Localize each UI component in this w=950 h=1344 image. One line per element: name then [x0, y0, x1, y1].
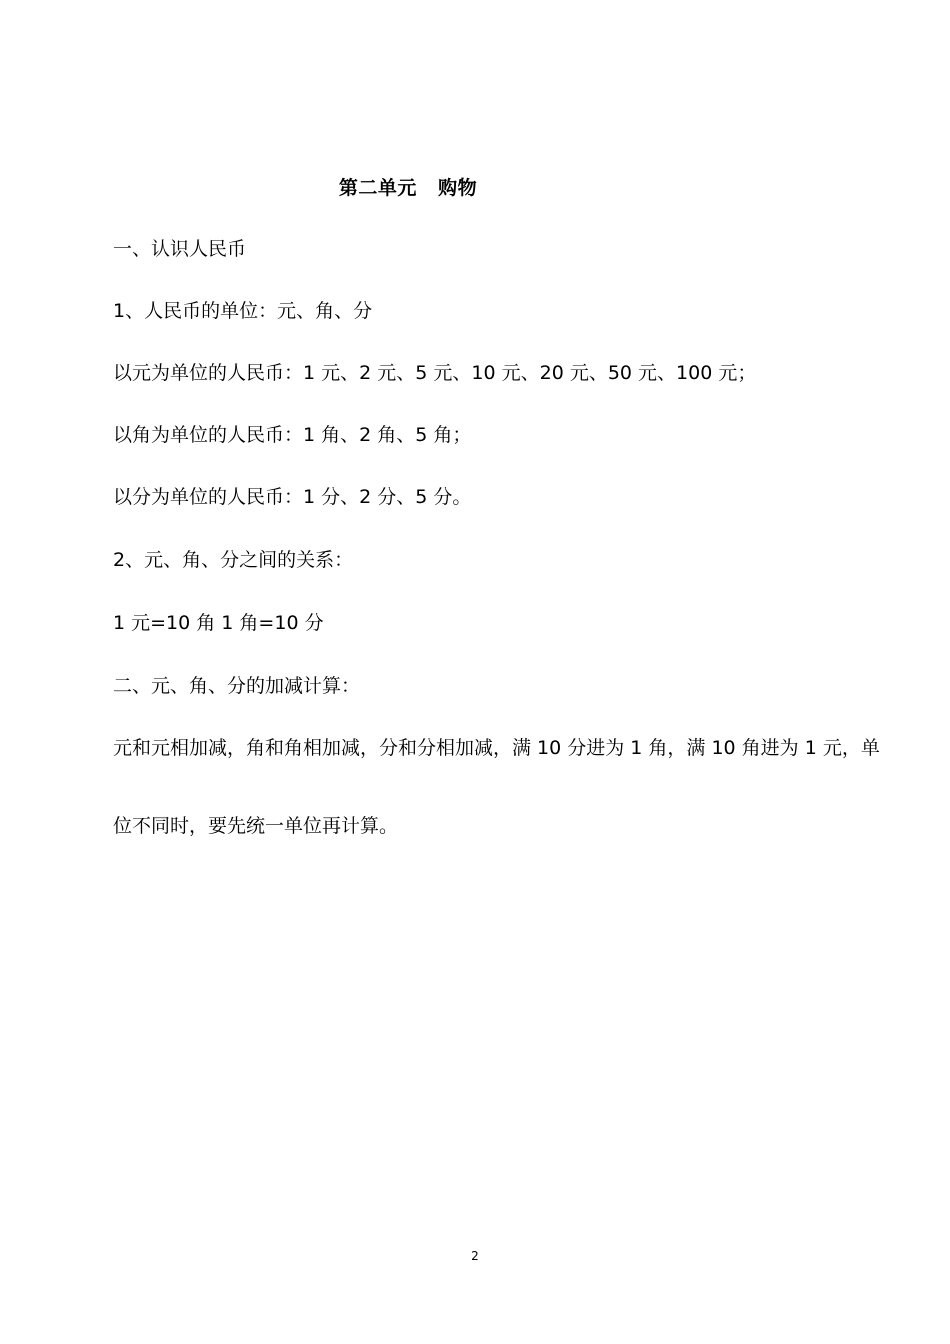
section-heading-1: 一、认识人民币: [113, 238, 247, 260]
text-calculation-rule-cont: 位不同时，要先统一单位再计算。: [113, 815, 399, 837]
text-calculation-rule: 元和元相加减，角和角相加减，分和分相加减，满 10 分进为 1 角，满 10 角进为 1 元，单: [113, 737, 880, 759]
subheading-units: 1、人民币的单位：元、角、分: [113, 300, 373, 322]
section-heading-2: 二、元、角、分的加减计算：: [113, 675, 361, 697]
text-jiao-notes: 以角为单位的人民币：1 角、2 角、5 角；: [113, 424, 472, 446]
subheading-relationship: 2、元、角、分之间的关系：: [113, 549, 354, 571]
text-conversion: 1 元=10 角 1 角=10 分: [113, 612, 324, 634]
text-fen-notes: 以分为单位的人民币：1 分、2 分、5 分。: [113, 486, 472, 508]
text-yuan-notes: 以元为单位的人民币：1 元、2 元、5 元、10 元、20 元、50 元、100 元；: [113, 362, 757, 384]
page-title: 第二单元 购物: [338, 177, 478, 199]
page-number: 2: [471, 1249, 479, 1263]
